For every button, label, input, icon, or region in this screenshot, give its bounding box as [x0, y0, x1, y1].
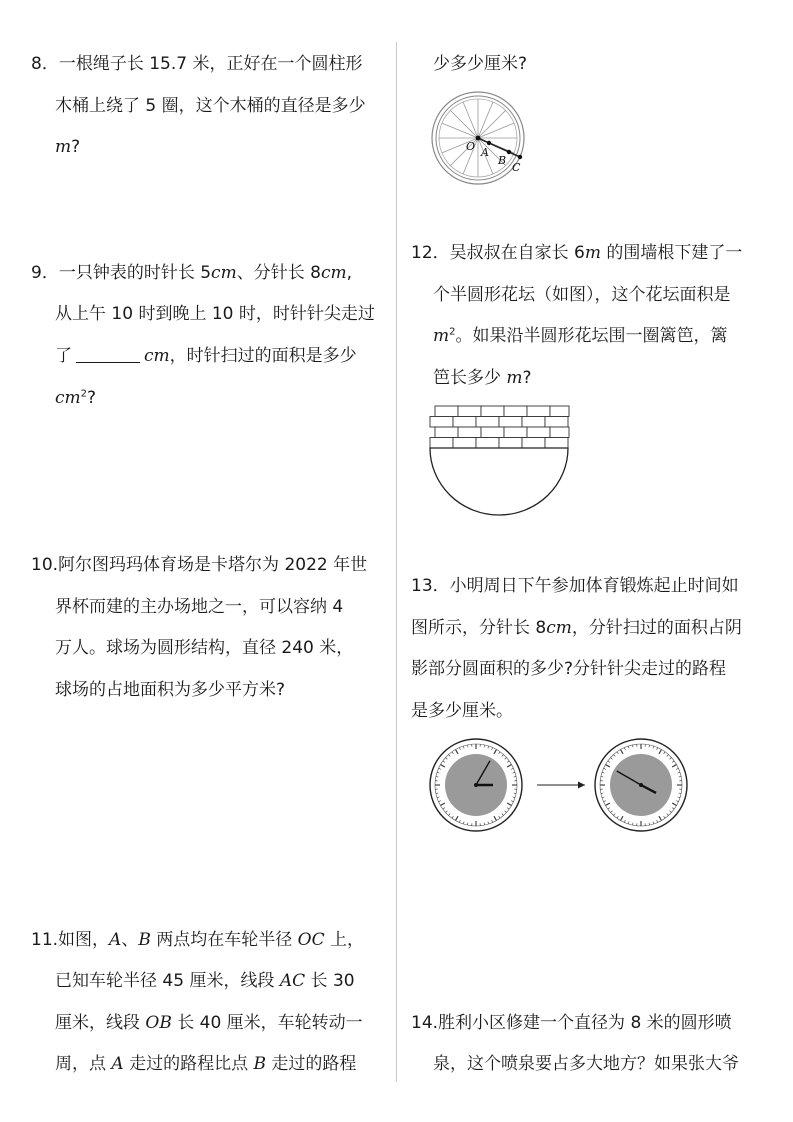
q12-line-4: 笆长多少 m?: [433, 368, 532, 388]
label-a: A: [481, 146, 489, 159]
arrow-icon: [578, 782, 585, 789]
answer-blank: [76, 344, 140, 363]
q10-line-2: 界杯而建的主办场地之一，可以容纳 4: [55, 597, 344, 617]
clocks-figure: [425, 734, 695, 834]
q10-line-1: 10.阿尔图玛玛体育场是卡塔尔为 2022 年世: [31, 555, 368, 575]
q10-line-3: 万人。球场为圆形结构，直径 240 米，: [55, 638, 354, 658]
wheel-figure: [425, 92, 535, 192]
column-divider: [396, 42, 397, 1082]
q9-line-1: 9．一只钟表的时针长 5cm、分针长 8cm,: [31, 263, 352, 283]
q11-continuation: 少多少厘米?: [433, 54, 528, 74]
q9-line-3: 了 cm，时针扫过的面积是多少: [55, 346, 357, 366]
q14-line-1: 14.胜利小区修建一个直径为 8 米的圆形喷: [411, 1013, 732, 1033]
q12-line-2: 个半圆形花坛（如图），这个花坛面积是: [433, 285, 731, 305]
q10-line-4: 球场的占地面积为多少平方米?: [55, 680, 286, 700]
q8-line-2: 木桶上绕了 5 圈，这个木桶的直径是多少: [55, 96, 366, 116]
q11-line-2: 已知车轮半径 45 厘米，线段 AC 长 30: [55, 971, 355, 991]
label-o: O: [466, 140, 476, 153]
q13-line-1: 13．小明周日下午参加体育锻炼起止时间如: [411, 576, 739, 596]
q8-line-1: 8．一根绳子长 15.7 米，正好在一个圆柱形: [31, 54, 363, 74]
q12-line-3: $m^2$。如果沿半圆形花坛围一圈篱笆，篱: [433, 326, 728, 346]
q11-line-4: 周，点 A 走过的路程比点 B 走过的路程: [55, 1054, 357, 1074]
q8-line-3: m?: [55, 137, 81, 157]
q13-line-2: 图所示，分针长 8cm，分针扫过的面积占阴: [411, 618, 742, 638]
clock-start: [430, 739, 522, 831]
q12-line-1: 12．吴叔叔在自家长 6m 的围墙根下建了一: [411, 243, 743, 263]
label-c: C: [512, 161, 521, 174]
q9-line-2: 从上午 10 时到晚上 10 时，时针针尖走过: [55, 304, 375, 324]
q9-line-4: $cm^2$?: [55, 388, 97, 408]
q14-line-2: 泉，这个喷泉要占多大地方？如果张大爷: [433, 1054, 739, 1074]
clock-end: [595, 739, 687, 831]
q11-line-1: 11.如图，A、B 两点均在车轮半径 OC 上，: [31, 930, 364, 950]
q13-line-4: 是多少厘米。: [411, 701, 513, 721]
q13-line-3: 影部分圆面积的多少?分针针尖走过的路程: [411, 659, 727, 679]
label-b: B: [498, 154, 507, 167]
flowerbed-figure: [427, 404, 572, 519]
q11-line-3: 厘米，线段 OB 长 40 厘米，车轮转动一: [55, 1013, 363, 1033]
